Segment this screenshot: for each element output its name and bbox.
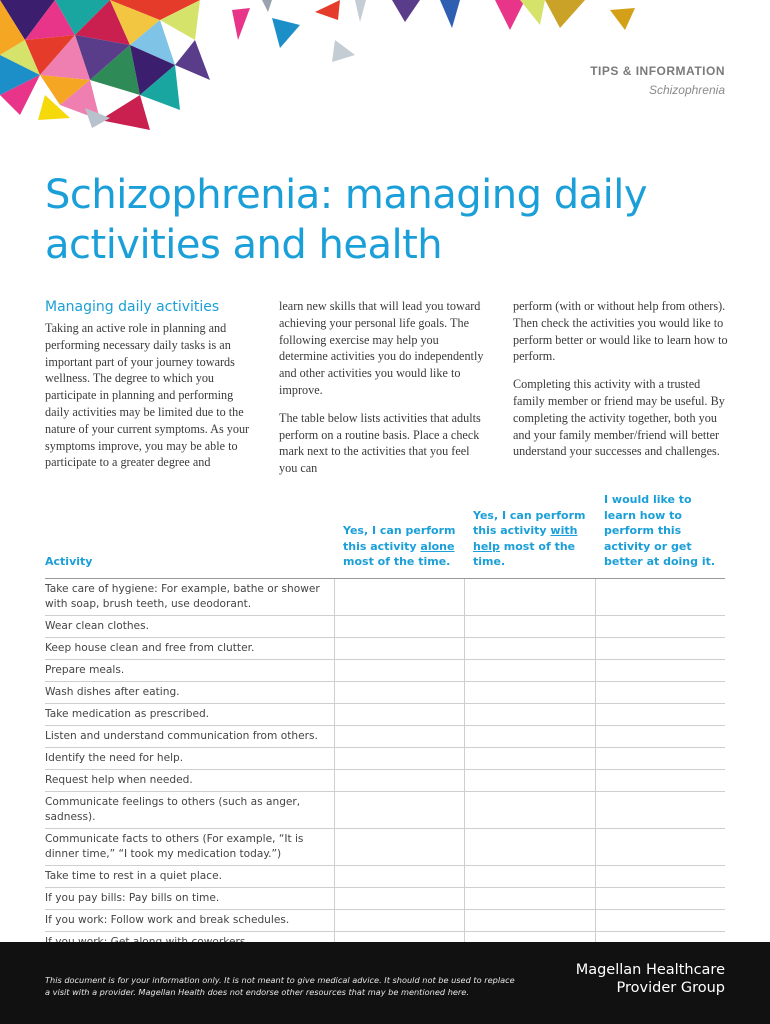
checkbox-cell-alone[interactable] xyxy=(334,769,464,791)
checkbox-cell-with-help[interactable] xyxy=(464,791,595,828)
table-row xyxy=(45,909,725,931)
activity-cell: Identify the need for help. xyxy=(45,747,334,769)
table-row xyxy=(45,578,725,615)
checkbox-cell-with-help[interactable] xyxy=(464,865,595,887)
intro-paragraph: perform (with or without help from others). Then check the activities you would like to perform better or would like to learn how to perform. xyxy=(513,299,728,364)
checkbox-cell-learn[interactable] xyxy=(595,703,725,725)
checkbox-cell-alone[interactable] xyxy=(334,909,464,931)
footer-disclaimer: This document is for your information only. It is not meant to give medical advice. It should not be used to replace a visit with a provider. Magellan Health does not endorse other resources that may be mentioned here. xyxy=(45,975,515,997)
checkbox-cell-with-help[interactable] xyxy=(464,681,595,703)
activity-cell: Request help when needed. xyxy=(45,769,334,791)
column-header-with-help: Yes, I can perform this activity with help most of the time. xyxy=(464,492,595,578)
checkbox-cell-learn[interactable] xyxy=(595,615,725,637)
activity-cell: If you work: Follow work and break schedules. xyxy=(45,909,334,931)
checkbox-cell-learn[interactable] xyxy=(595,865,725,887)
table-row xyxy=(45,725,725,747)
table-row xyxy=(45,747,725,769)
column-header-activity: Activity xyxy=(45,492,334,578)
checkbox-cell-alone[interactable] xyxy=(334,747,464,769)
table-row xyxy=(45,681,725,703)
activity-cell: Take time to rest in a quiet place. xyxy=(45,865,334,887)
intro-paragraph: learn new skills that will lead you toward achieving your personal life goals. The following exercise may help you determine activities you do independently and other activities you would like to improve. xyxy=(279,299,484,397)
column-header-alone: Yes, I can perform this activity alone most of the time. xyxy=(334,492,464,578)
checkbox-cell-learn[interactable] xyxy=(595,637,725,659)
table-row xyxy=(45,791,725,828)
checkbox-cell-learn[interactable] xyxy=(595,578,725,615)
checkbox-cell-with-help[interactable] xyxy=(464,637,595,659)
page-title: Schizophrenia: managing daily activities and health xyxy=(45,172,648,268)
activity-cell: Take care of hygiene: For example, bathe or shower with soap, brush teeth, use deodorant. xyxy=(45,578,334,615)
table-row xyxy=(45,615,725,637)
intro-paragraph: Taking an active role in planning and performing necessary daily tasks is an important part of your journey towards wellness. The degree to which you participate in planning and performing daily activities may be limited due to the nature of your current symptoms. As your symptoms improve, you may be able to participate to a greater degree and xyxy=(45,321,250,470)
brand-name: Magellan Healthcare xyxy=(575,962,725,978)
table-row xyxy=(45,637,725,659)
checkbox-cell-alone[interactable] xyxy=(334,659,464,681)
table-row xyxy=(45,828,725,865)
intro-paragraph: The table below lists activities that adults perform on a routine basis. Place a check mark next to the activities that you feel you can xyxy=(279,410,481,476)
activity-table xyxy=(45,492,725,976)
checkbox-cell-alone[interactable] xyxy=(334,615,464,637)
checkbox-cell-learn[interactable] xyxy=(595,769,725,791)
checkbox-cell-alone[interactable] xyxy=(334,865,464,887)
activity-cell: Communicate feelings to others (such as anger, sadness). xyxy=(45,791,334,828)
checkbox-cell-with-help[interactable] xyxy=(464,615,595,637)
table-row xyxy=(45,703,725,725)
checkbox-cell-with-help[interactable] xyxy=(464,578,595,615)
checkbox-cell-alone[interactable] xyxy=(334,637,464,659)
activity-cell: Communicate facts to others (For example, “It is dinner time,” “I took my medication today.”) xyxy=(45,828,334,865)
column-header-learn: I would like to learn how to perform this activity or get better at doing it. xyxy=(595,492,725,578)
checkbox-cell-with-help[interactable] xyxy=(464,828,595,865)
table-row xyxy=(45,769,725,791)
tips-header xyxy=(590,64,725,97)
tips-sublabel: Schizophrenia xyxy=(648,83,725,97)
brand-logo-text xyxy=(576,961,725,997)
table-row xyxy=(45,865,725,887)
checkbox-cell-alone[interactable] xyxy=(334,725,464,747)
checkbox-cell-learn[interactable] xyxy=(595,909,725,931)
checkbox-cell-alone[interactable] xyxy=(334,681,464,703)
tips-label: TIPS & INFORMATION xyxy=(590,64,725,78)
activity-cell: Wash dishes after eating. xyxy=(45,681,334,703)
table-header-row xyxy=(45,492,725,578)
activity-cell: Keep house clean and free from clutter. xyxy=(45,637,334,659)
checkbox-cell-with-help[interactable] xyxy=(464,769,595,791)
checkbox-cell-learn[interactable] xyxy=(595,887,725,909)
checkbox-cell-learn[interactable] xyxy=(595,681,725,703)
checkbox-cell-alone[interactable] xyxy=(334,791,464,828)
checkbox-cell-learn[interactable] xyxy=(595,828,725,865)
checkbox-cell-with-help[interactable] xyxy=(464,747,595,769)
table-row xyxy=(45,887,725,909)
brand-division: Provider Group xyxy=(616,980,725,996)
intro-column-3 xyxy=(513,298,728,471)
activity-cell: Take medication as prescribed. xyxy=(45,703,334,725)
checkbox-cell-learn[interactable] xyxy=(595,791,725,828)
checkbox-cell-with-help[interactable] xyxy=(464,909,595,931)
intro-paragraph: Completing this activity with a trusted family member or friend may be useful. By completing the activity together, both you and your family member/friend will better understand your successes and challenges. xyxy=(513,377,725,459)
intro-column-2 xyxy=(279,298,487,488)
section-subhead: Managing daily activities xyxy=(45,299,220,315)
checkbox-cell-alone[interactable] xyxy=(334,578,464,615)
checkbox-cell-learn[interactable] xyxy=(595,747,725,769)
activity-cell: Wear clean clothes. xyxy=(45,615,334,637)
intro-column-1 xyxy=(45,298,253,482)
activity-cell: If you pay bills: Pay bills on time. xyxy=(45,887,334,909)
checkbox-cell-with-help[interactable] xyxy=(464,659,595,681)
activity-cell: Listen and understand communication from others. xyxy=(45,725,334,747)
checkbox-cell-learn[interactable] xyxy=(595,725,725,747)
activity-cell: Prepare meals. xyxy=(45,659,334,681)
checkbox-cell-with-help[interactable] xyxy=(464,725,595,747)
table-row xyxy=(45,659,725,681)
checkbox-cell-with-help[interactable] xyxy=(464,887,595,909)
checkbox-cell-alone[interactable] xyxy=(334,887,464,909)
checkbox-cell-with-help[interactable] xyxy=(464,703,595,725)
checkbox-cell-learn[interactable] xyxy=(595,659,725,681)
checkbox-cell-alone[interactable] xyxy=(334,703,464,725)
checkbox-cell-alone[interactable] xyxy=(334,828,464,865)
